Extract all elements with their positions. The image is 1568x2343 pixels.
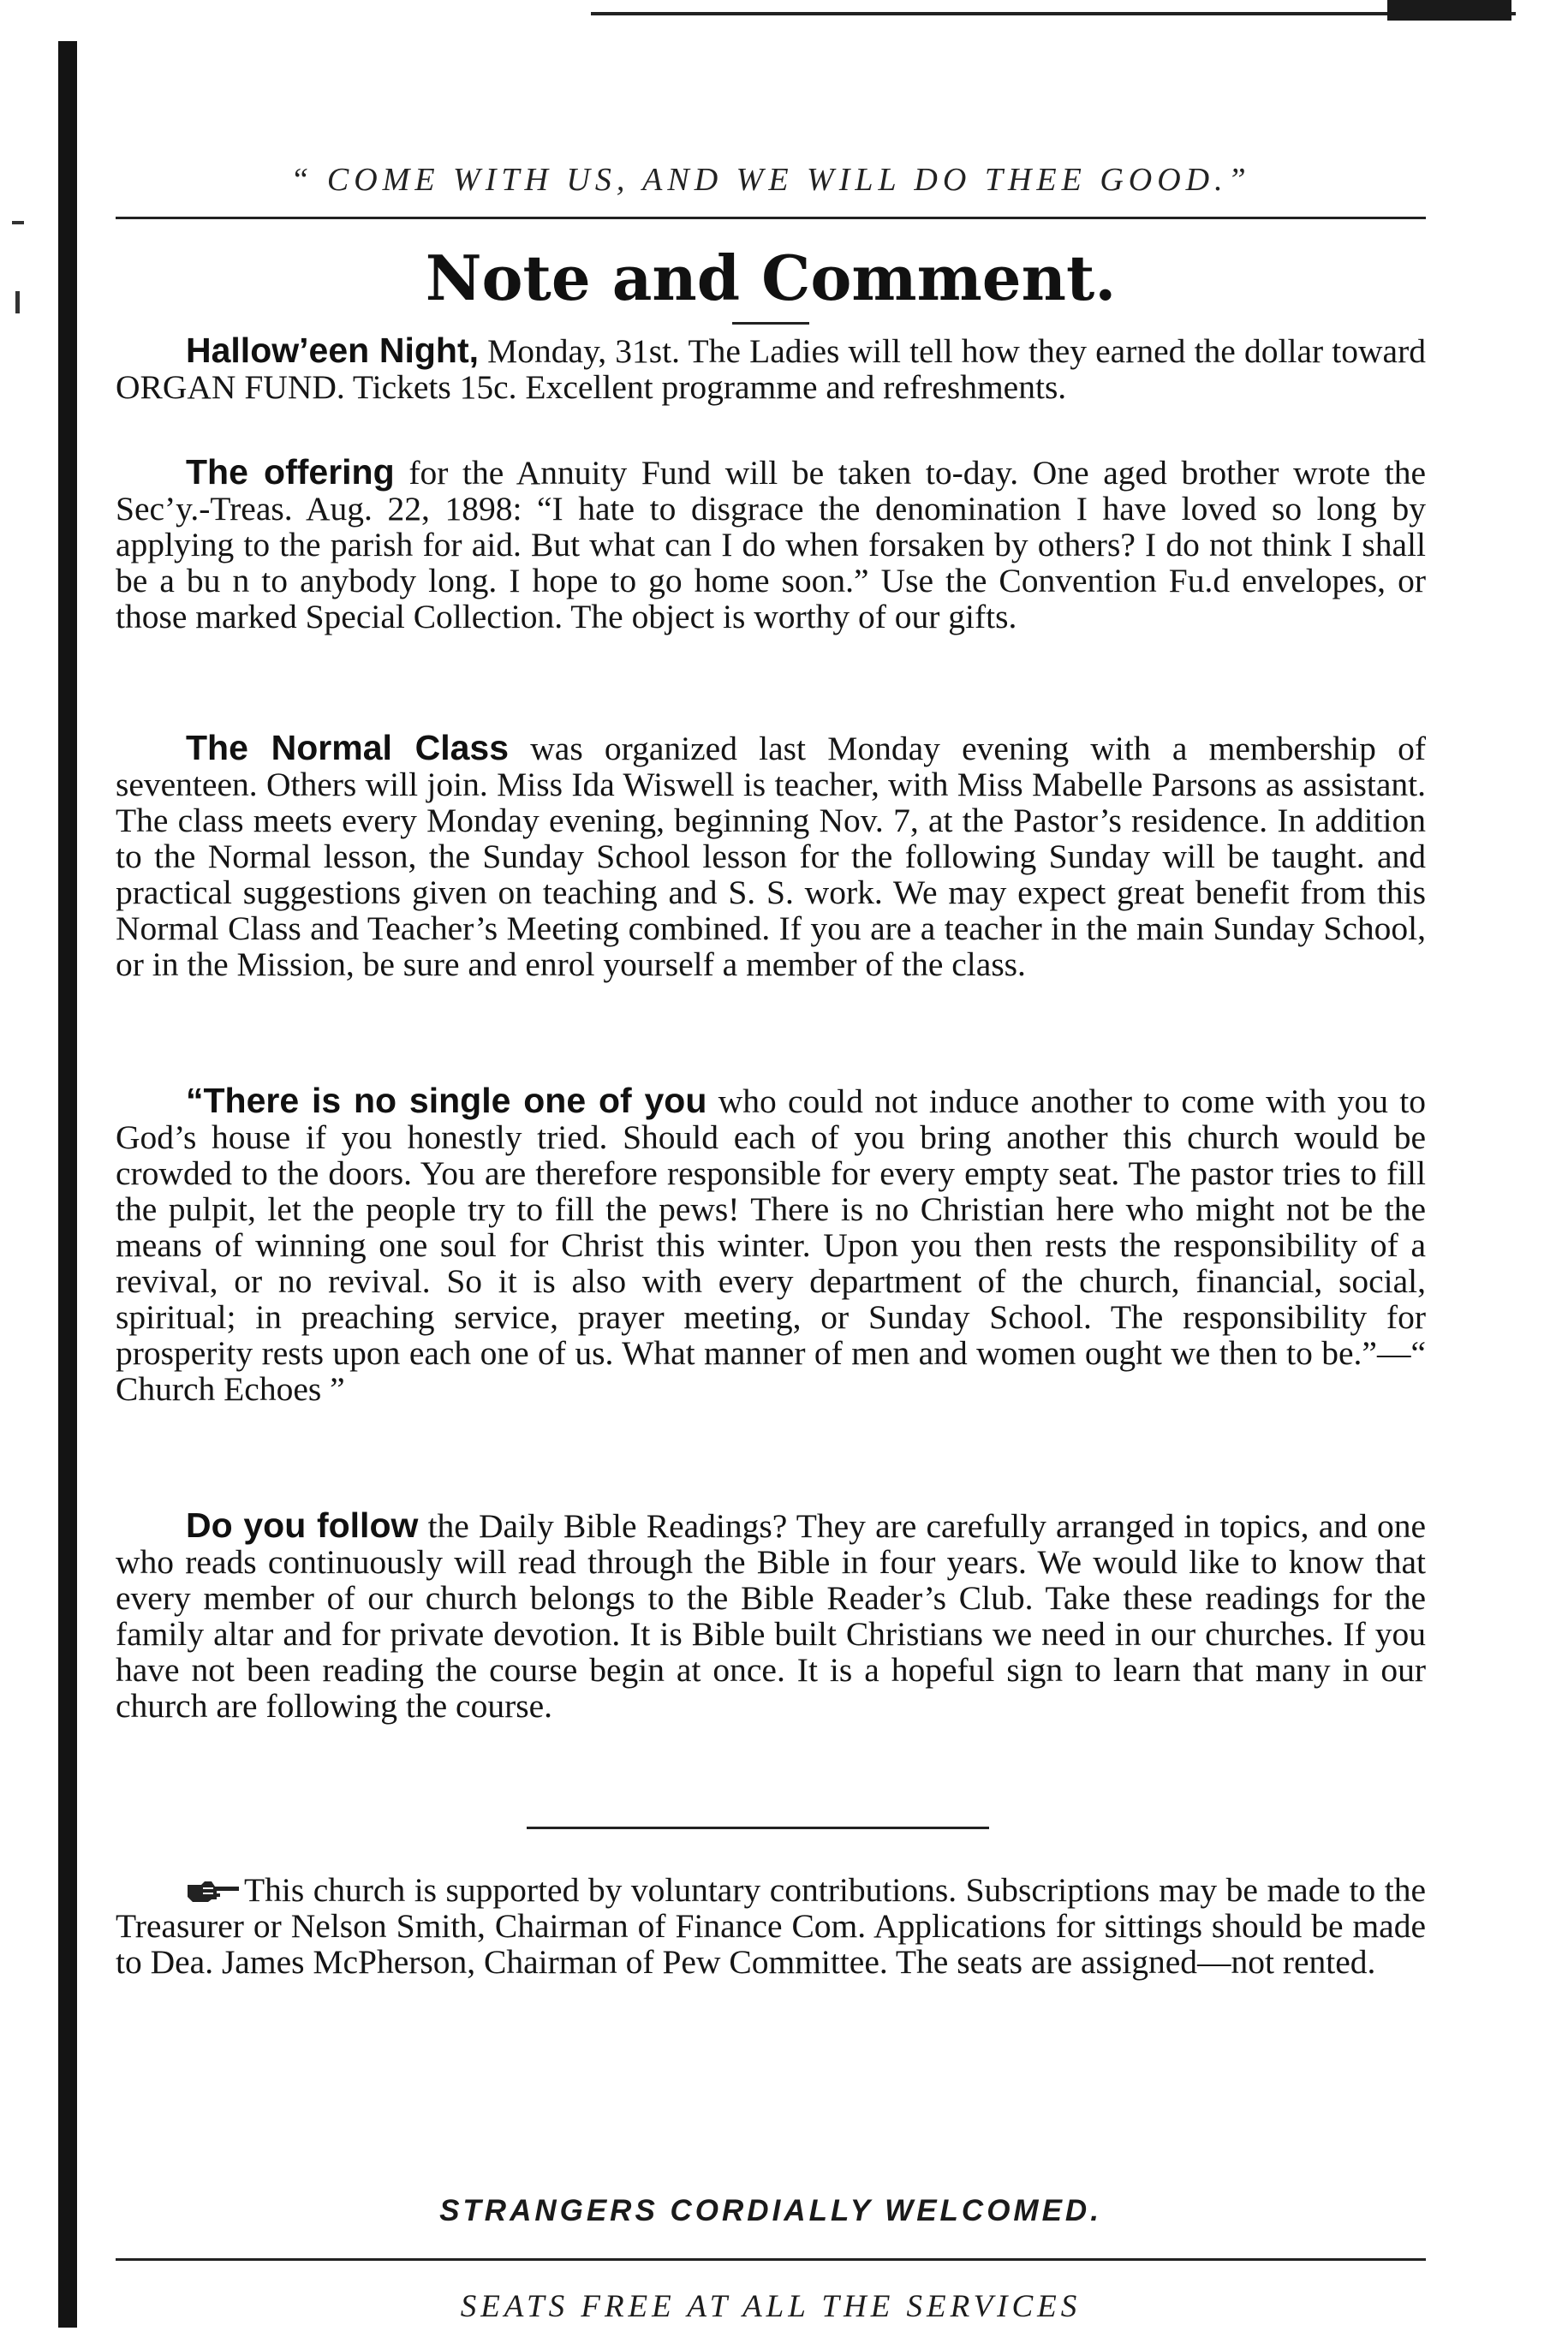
- article-lead: “There is no single one of you: [186, 1081, 707, 1120]
- article-body: for the Annuity Fund will be taken to-day. One aged brother wrote the Sec’y.-Treas. Aug. 22, 1898: “I hate to disgrace the denomination I have loved so long by applying to the parish for aid. But what can I do when forsaken by others? I do not think I shall be a bu n to anybody long. I hope to go home soon.” Use the Convention Fu.d envelopes, or those marked Special Collection. The object is worthy of our gifts.: [116, 454, 1427, 635]
- support-notice: [116, 1872, 1426, 1980]
- top-scan-line: [591, 12, 1516, 15]
- article-lead: Do you follow: [186, 1505, 419, 1545]
- footer-rule: [116, 2258, 1426, 2261]
- article-body: the Daily Bible Readings? They are carefully arranged in topics, and one who reads continuously will read through the Bible in four years. We would like to know that every member of our church belongs to the Bible Reader’s Club. Take these readings for the family altar and for private devotion. It is Bible built Christians we need in our churches. If you have not been reading the course begin at once. It is a hopeful sign to learn that many in our church are following the course.: [116, 1507, 1426, 1725]
- binding-shadow: [58, 41, 77, 2328]
- article-body: Monday, 31st. The Ladies will tell how they earned the dollar toward ORGAN FUND. Tickets 15c. Excellent programme and refreshments.: [116, 332, 1426, 406]
- article-no-single-one: [116, 1082, 1426, 1407]
- article-lead: Hallow’een Night,: [186, 331, 479, 370]
- support-notice-text: This church is supported by voluntary contributions. Subscriptions may be made to the Treasurer or Nelson Smith, Chairman of Finance Com. Applications for sittings should be made to Dea. James McPherson, Chairman of Pew Committee. The seats are assigned—not rented.: [116, 1871, 1426, 1981]
- article-lead: The offering: [186, 452, 395, 492]
- article-lead: The Normal Class: [186, 728, 510, 767]
- article-bible-readings: [116, 1507, 1426, 1724]
- pointing-hand-icon: [186, 1878, 241, 1904]
- title-rule: [732, 322, 809, 325]
- motto: “ COME WITH US, AND WE WILL DO THEE GOOD.”: [290, 162, 1251, 198]
- section-divider: [527, 1827, 989, 1829]
- margin-tick: [15, 291, 20, 313]
- article-body: who could not induce another to come with you to God’s house if you honestly tried. Should each of you bring another this church would be crowded to the doors. You are therefore responsible for every empty seat. The pastor tries to fill the pulpit, let the people try to fill the pews! There is no Christian here who might not be the means of winning one soul for Christ this winter. Upon you then rests the responsibility of a revival, or no revival. So it is also with every department of the church, financial, social, spiritual; in preaching service, prayer meeting, or Sunday School. The responsibility for prosperity rests upon each one of us. What manner of men and women ought we then to be.”—“ Church Echoes ”: [116, 1082, 1427, 1408]
- page-title: Note and Comment.: [425, 241, 1117, 314]
- header-rule: [116, 217, 1426, 219]
- article-normal-class: [116, 730, 1426, 982]
- margin-tick: [12, 221, 24, 224]
- seats-free-footer: SEATS FREE AT ALL THE SERVICES: [460, 2289, 1082, 2324]
- article-halloween: [116, 332, 1426, 405]
- strangers-welcome: STRANGERS CORDIALLY WELCOMED.: [439, 2194, 1102, 2227]
- top-scan-mark: [1387, 0, 1511, 21]
- article-offering: [116, 454, 1426, 635]
- article-body: was organized last Monday evening with a membership of seventeen. Others will join. Miss Ida Wiswell is teacher, with Miss Mabelle Parsons as assistant. The class meets every Monday evening, beginning Nov. 7, at the Pastor’s residence. In addition to the Normal lesson, the Sunday School lesson for the following Sunday will be taught. and practical suggestions given on teaching and S. S. work. We may expect great benefit from this Normal Class and Teacher’s Meeting combined. If you are a teacher in the main Sunday School, or in the Mission, be sure and enrol yourself a member of the class.: [116, 730, 1426, 983]
